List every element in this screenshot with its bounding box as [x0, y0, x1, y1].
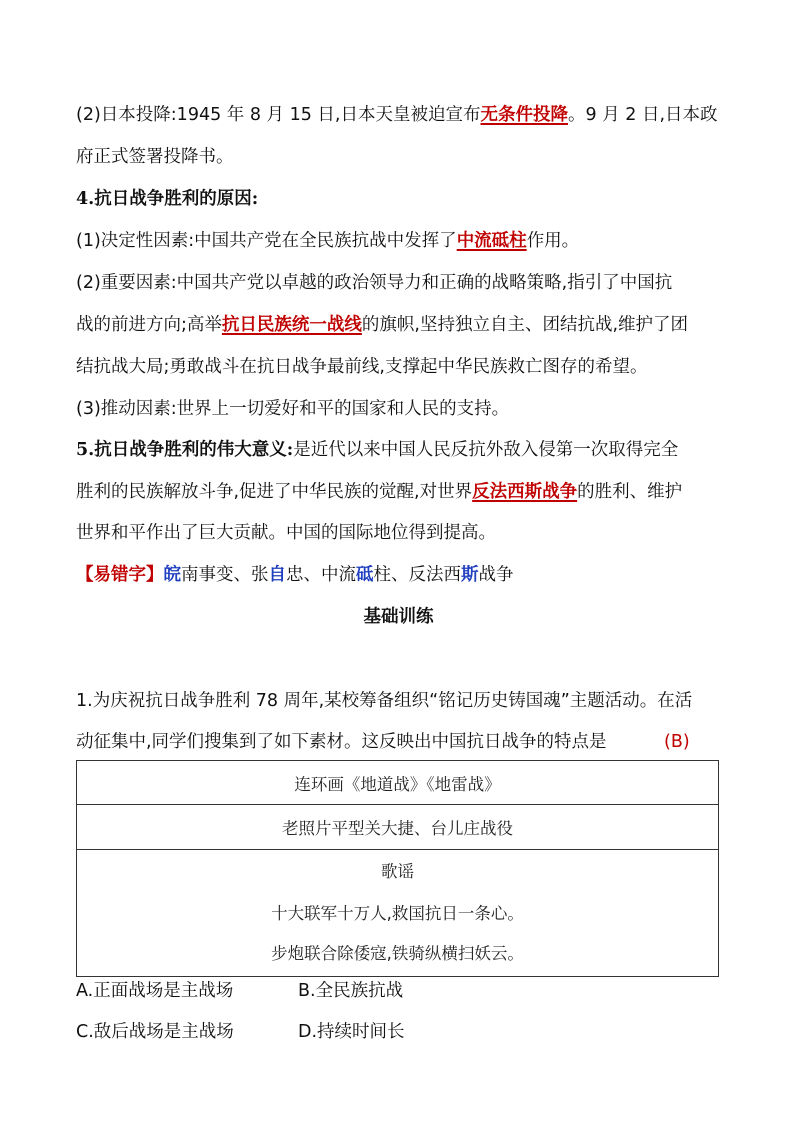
- option-c: C.敌后战场是主战场: [76, 1022, 234, 1042]
- surrender-text-suffix: 。9 月 2 日,日本政: [568, 105, 718, 125]
- option-b: B.全民族抗战: [298, 981, 404, 1001]
- material-ballad: [77, 850, 719, 977]
- section4-line-5: (3)推动因素:世界上一切爱好和平的国家和人民的支持。: [76, 399, 510, 419]
- surrender-line-1: [76, 104, 721, 126]
- key-term-unconditional-surrender: 无条件投降: [480, 105, 568, 125]
- section4-heading: 4.抗日战争胜利的原因:: [76, 189, 259, 209]
- typo-note: [76, 564, 721, 586]
- ballad-title: 歌谣: [381, 862, 414, 881]
- typo-label: 【易错字】: [76, 565, 164, 585]
- section5-heading: 5.抗日战争胜利的伟大意义:: [76, 440, 294, 460]
- typo-text-1: 南事变、张: [181, 565, 269, 585]
- material-photos: 老照片平型关大捷、台儿庄战役: [77, 805, 719, 850]
- table-row: [77, 850, 719, 977]
- typo-text-2: 忠、中流: [286, 565, 356, 585]
- typo-text-3: 柱、反法西: [373, 565, 461, 585]
- question1-stem-text: 动征集中,同学们搜集到了如下素材。这反映出中国抗日战争的特点是: [76, 732, 607, 752]
- reason-important-suffix: 的旗帜,坚持独立自主、团结抗战,维护了团: [361, 315, 689, 335]
- reason-decisive-text: (1)决定性因素:中国共产党在全民族抗战中发挥了: [76, 231, 457, 251]
- section5-line-1: [76, 439, 721, 461]
- question1-stem-line-2: [76, 731, 721, 753]
- materials-table: [76, 760, 719, 977]
- surrender-line-2: 府正式签署投降书。: [76, 147, 234, 167]
- ballad-line-1: 十大联军十万人,救国抗日一条心。: [271, 904, 524, 923]
- ballad-line-2: 步炮联合除倭寇,铁骑纵横扫妖云。: [271, 944, 524, 963]
- question1-stem-line-1: 1.为庆祝抗日战争胜利 78 周年,某校筹备组织“铭记历史铸国魂”主题活动。在活: [76, 691, 693, 711]
- table-row: [77, 805, 719, 850]
- reason-important-text: 战的前进方向;高举: [76, 315, 222, 335]
- typo-char-3: 砥: [356, 565, 374, 585]
- section5-line-2: [76, 481, 721, 503]
- surrender-text: (2)日本投降:1945 年 8 月 15 日,日本天皇被迫宣布: [76, 105, 481, 125]
- section4-line-2: (2)重要因素:中国共产党以卓越的政治领导力和正确的战略策略,指引了中国抗: [76, 273, 673, 293]
- option-a: A.正面战场是主战场: [76, 981, 234, 1001]
- key-term-mainstay: 中流砥柱: [456, 231, 527, 251]
- key-term-united-front: 抗日民族统一战线: [221, 315, 362, 335]
- section4-line-1: [76, 230, 721, 252]
- table-row: [77, 761, 719, 805]
- section5-line-3: 世界和平作出了巨大贡献。中国的国际地位得到提高。: [76, 523, 496, 543]
- significance-text-2: 胜利的民族解放斗争,促进了中华民族的觉醒,对世界: [76, 482, 473, 502]
- section4-line-4: 结抗战大局;勇敢战斗在抗日战争最前线,支撑起中华民族救亡图存的希望。: [76, 357, 648, 377]
- question1-answer: (B): [664, 732, 690, 752]
- typo-char-4: 斯: [461, 565, 479, 585]
- key-term-anti-fascist-war: 反法西斯战争: [472, 482, 578, 502]
- reason-decisive-suffix: 作用。: [526, 231, 580, 251]
- typo-char-2: 自: [268, 565, 286, 585]
- option-d: D.持续时间长: [298, 1022, 405, 1042]
- significance-text: 是近代以来中国人民反抗外敌入侵第一次取得完全: [293, 440, 679, 460]
- typo-text-4: 战争: [478, 565, 514, 585]
- significance-suffix: 的胜利、维护: [577, 482, 683, 502]
- section4-line-3: [76, 314, 721, 336]
- training-title: 基础训练: [363, 607, 434, 627]
- typo-char-1: 皖: [163, 565, 181, 585]
- material-comic: 连环画《地道战》《地雷战》: [77, 761, 719, 805]
